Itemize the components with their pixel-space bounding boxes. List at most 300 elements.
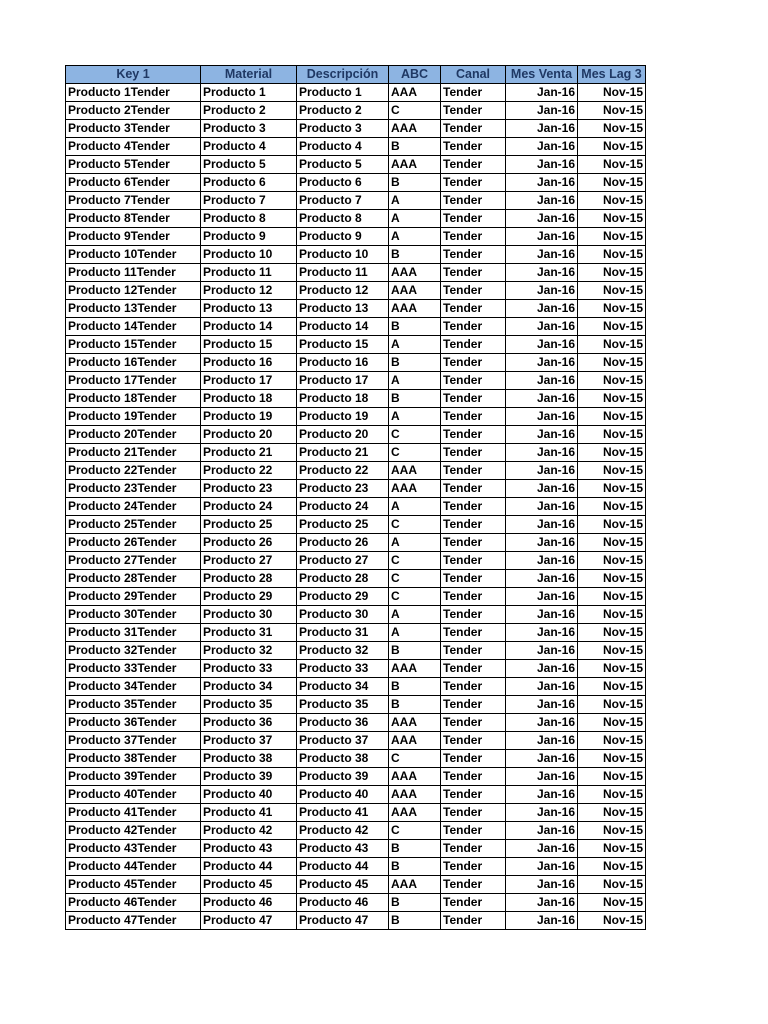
- cell-canal[interactable]: Tender: [441, 174, 506, 192]
- cell-mes-venta[interactable]: Jan-16: [506, 642, 578, 660]
- cell-material[interactable]: Producto 1: [201, 84, 297, 102]
- header-key1[interactable]: Key 1: [66, 66, 201, 84]
- cell-key1[interactable]: Producto 23Tender: [66, 480, 201, 498]
- cell-key1[interactable]: Producto 47Tender: [66, 912, 201, 930]
- cell-mes-lag-3[interactable]: Nov-15: [578, 786, 646, 804]
- cell-mes-lag-3[interactable]: Nov-15: [578, 228, 646, 246]
- cell-abc[interactable]: AAA: [389, 804, 441, 822]
- cell-canal[interactable]: Tender: [441, 264, 506, 282]
- cell-mes-lag-3[interactable]: Nov-15: [578, 102, 646, 120]
- cell-canal[interactable]: Tender: [441, 408, 506, 426]
- cell-key1[interactable]: Producto 38Tender: [66, 750, 201, 768]
- cell-mes-lag-3[interactable]: Nov-15: [578, 894, 646, 912]
- cell-abc[interactable]: A: [389, 228, 441, 246]
- cell-mes-venta[interactable]: Jan-16: [506, 282, 578, 300]
- cell-mes-lag-3[interactable]: Nov-15: [578, 696, 646, 714]
- cell-mes-lag-3[interactable]: Nov-15: [578, 714, 646, 732]
- cell-material[interactable]: Producto 35: [201, 696, 297, 714]
- cell-canal[interactable]: Tender: [441, 498, 506, 516]
- cell-descripcion[interactable]: Producto 21: [297, 444, 389, 462]
- cell-abc[interactable]: AAA: [389, 156, 441, 174]
- cell-key1[interactable]: Producto 24Tender: [66, 498, 201, 516]
- cell-mes-venta[interactable]: Jan-16: [506, 696, 578, 714]
- cell-material[interactable]: Producto 19: [201, 408, 297, 426]
- cell-key1[interactable]: Producto 34Tender: [66, 678, 201, 696]
- cell-descripcion[interactable]: Producto 38: [297, 750, 389, 768]
- cell-canal[interactable]: Tender: [441, 300, 506, 318]
- cell-abc[interactable]: A: [389, 534, 441, 552]
- cell-canal[interactable]: Tender: [441, 804, 506, 822]
- cell-mes-lag-3[interactable]: Nov-15: [578, 678, 646, 696]
- cell-descripcion[interactable]: Producto 43: [297, 840, 389, 858]
- cell-descripcion[interactable]: Producto 13: [297, 300, 389, 318]
- cell-abc[interactable]: B: [389, 912, 441, 930]
- cell-abc[interactable]: AAA: [389, 480, 441, 498]
- cell-abc[interactable]: C: [389, 102, 441, 120]
- cell-key1[interactable]: Producto 14Tender: [66, 318, 201, 336]
- cell-descripcion[interactable]: Producto 2: [297, 102, 389, 120]
- cell-material[interactable]: Producto 21: [201, 444, 297, 462]
- cell-mes-lag-3[interactable]: Nov-15: [578, 336, 646, 354]
- cell-canal[interactable]: Tender: [441, 246, 506, 264]
- cell-mes-lag-3[interactable]: Nov-15: [578, 804, 646, 822]
- cell-descripcion[interactable]: Producto 22: [297, 462, 389, 480]
- cell-descripcion[interactable]: Producto 15: [297, 336, 389, 354]
- cell-key1[interactable]: Producto 1Tender: [66, 84, 201, 102]
- cell-mes-lag-3[interactable]: Nov-15: [578, 426, 646, 444]
- cell-abc[interactable]: B: [389, 354, 441, 372]
- cell-mes-lag-3[interactable]: Nov-15: [578, 858, 646, 876]
- cell-mes-venta[interactable]: Jan-16: [506, 822, 578, 840]
- cell-descripcion[interactable]: Producto 11: [297, 264, 389, 282]
- cell-key1[interactable]: Producto 25Tender: [66, 516, 201, 534]
- cell-canal[interactable]: Tender: [441, 840, 506, 858]
- cell-mes-lag-3[interactable]: Nov-15: [578, 354, 646, 372]
- cell-mes-venta[interactable]: Jan-16: [506, 480, 578, 498]
- cell-abc[interactable]: AAA: [389, 660, 441, 678]
- cell-material[interactable]: Producto 24: [201, 498, 297, 516]
- cell-material[interactable]: Producto 29: [201, 588, 297, 606]
- cell-descripcion[interactable]: Producto 46: [297, 894, 389, 912]
- cell-mes-lag-3[interactable]: Nov-15: [578, 642, 646, 660]
- cell-material[interactable]: Producto 20: [201, 426, 297, 444]
- cell-key1[interactable]: Producto 43Tender: [66, 840, 201, 858]
- cell-mes-lag-3[interactable]: Nov-15: [578, 552, 646, 570]
- cell-material[interactable]: Producto 46: [201, 894, 297, 912]
- cell-key1[interactable]: Producto 16Tender: [66, 354, 201, 372]
- cell-material[interactable]: Producto 5: [201, 156, 297, 174]
- cell-descripcion[interactable]: Producto 33: [297, 660, 389, 678]
- cell-abc[interactable]: B: [389, 642, 441, 660]
- cell-mes-lag-3[interactable]: Nov-15: [578, 174, 646, 192]
- cell-abc[interactable]: C: [389, 552, 441, 570]
- cell-key1[interactable]: Producto 37Tender: [66, 732, 201, 750]
- cell-mes-venta[interactable]: Jan-16: [506, 120, 578, 138]
- cell-abc[interactable]: AAA: [389, 282, 441, 300]
- cell-mes-venta[interactable]: Jan-16: [506, 912, 578, 930]
- cell-canal[interactable]: Tender: [441, 732, 506, 750]
- cell-mes-venta[interactable]: Jan-16: [506, 498, 578, 516]
- cell-key1[interactable]: Producto 42Tender: [66, 822, 201, 840]
- cell-abc[interactable]: C: [389, 588, 441, 606]
- cell-mes-lag-3[interactable]: Nov-15: [578, 480, 646, 498]
- header-mes-venta[interactable]: Mes Venta: [506, 66, 578, 84]
- cell-descripcion[interactable]: Producto 40: [297, 786, 389, 804]
- cell-material[interactable]: Producto 17: [201, 372, 297, 390]
- cell-abc[interactable]: C: [389, 516, 441, 534]
- cell-abc[interactable]: A: [389, 210, 441, 228]
- cell-key1[interactable]: Producto 44Tender: [66, 858, 201, 876]
- cell-key1[interactable]: Producto 32Tender: [66, 642, 201, 660]
- cell-descripcion[interactable]: Producto 25: [297, 516, 389, 534]
- cell-mes-lag-3[interactable]: Nov-15: [578, 408, 646, 426]
- cell-key1[interactable]: Producto 30Tender: [66, 606, 201, 624]
- cell-descripcion[interactable]: Producto 34: [297, 678, 389, 696]
- cell-abc[interactable]: B: [389, 678, 441, 696]
- cell-key1[interactable]: Producto 33Tender: [66, 660, 201, 678]
- cell-key1[interactable]: Producto 3Tender: [66, 120, 201, 138]
- cell-descripcion[interactable]: Producto 29: [297, 588, 389, 606]
- cell-material[interactable]: Producto 30: [201, 606, 297, 624]
- cell-material[interactable]: Producto 28: [201, 570, 297, 588]
- cell-key1[interactable]: Producto 36Tender: [66, 714, 201, 732]
- cell-mes-venta[interactable]: Jan-16: [506, 210, 578, 228]
- cell-mes-lag-3[interactable]: Nov-15: [578, 444, 646, 462]
- cell-material[interactable]: Producto 32: [201, 642, 297, 660]
- cell-canal[interactable]: Tender: [441, 534, 506, 552]
- cell-canal[interactable]: Tender: [441, 894, 506, 912]
- cell-mes-venta[interactable]: Jan-16: [506, 354, 578, 372]
- cell-mes-venta[interactable]: Jan-16: [506, 804, 578, 822]
- cell-canal[interactable]: Tender: [441, 912, 506, 930]
- cell-material[interactable]: Producto 8: [201, 210, 297, 228]
- cell-mes-venta[interactable]: Jan-16: [506, 516, 578, 534]
- cell-descripcion[interactable]: Producto 1: [297, 84, 389, 102]
- cell-key1[interactable]: Producto 21Tender: [66, 444, 201, 462]
- cell-material[interactable]: Producto 22: [201, 462, 297, 480]
- cell-mes-lag-3[interactable]: Nov-15: [578, 624, 646, 642]
- cell-key1[interactable]: Producto 46Tender: [66, 894, 201, 912]
- cell-mes-venta[interactable]: Jan-16: [506, 138, 578, 156]
- cell-mes-venta[interactable]: Jan-16: [506, 786, 578, 804]
- cell-mes-venta[interactable]: Jan-16: [506, 102, 578, 120]
- cell-material[interactable]: Producto 16: [201, 354, 297, 372]
- cell-descripcion[interactable]: Producto 17: [297, 372, 389, 390]
- cell-mes-venta[interactable]: Jan-16: [506, 714, 578, 732]
- cell-descripcion[interactable]: Producto 12: [297, 282, 389, 300]
- cell-abc[interactable]: C: [389, 750, 441, 768]
- cell-descripcion[interactable]: Producto 10: [297, 246, 389, 264]
- cell-material[interactable]: Producto 33: [201, 660, 297, 678]
- cell-abc[interactable]: A: [389, 192, 441, 210]
- cell-canal[interactable]: Tender: [441, 228, 506, 246]
- cell-material[interactable]: Producto 13: [201, 300, 297, 318]
- cell-material[interactable]: Producto 12: [201, 282, 297, 300]
- cell-descripcion[interactable]: Producto 9: [297, 228, 389, 246]
- cell-material[interactable]: Producto 2: [201, 102, 297, 120]
- cell-key1[interactable]: Producto 40Tender: [66, 786, 201, 804]
- cell-key1[interactable]: Producto 9Tender: [66, 228, 201, 246]
- cell-mes-lag-3[interactable]: Nov-15: [578, 912, 646, 930]
- cell-mes-venta[interactable]: Jan-16: [506, 264, 578, 282]
- cell-mes-lag-3[interactable]: Nov-15: [578, 750, 646, 768]
- cell-descripcion[interactable]: Producto 5: [297, 156, 389, 174]
- cell-descripcion[interactable]: Producto 31: [297, 624, 389, 642]
- cell-mes-venta[interactable]: Jan-16: [506, 876, 578, 894]
- cell-abc[interactable]: C: [389, 570, 441, 588]
- cell-descripcion[interactable]: Producto 8: [297, 210, 389, 228]
- cell-mes-venta[interactable]: Jan-16: [506, 840, 578, 858]
- header-descripcion[interactable]: Descripción: [297, 66, 389, 84]
- cell-mes-venta[interactable]: Jan-16: [506, 336, 578, 354]
- cell-abc[interactable]: A: [389, 408, 441, 426]
- cell-key1[interactable]: Producto 19Tender: [66, 408, 201, 426]
- cell-abc[interactable]: C: [389, 426, 441, 444]
- cell-mes-venta[interactable]: Jan-16: [506, 228, 578, 246]
- cell-descripcion[interactable]: Producto 39: [297, 768, 389, 786]
- cell-key1[interactable]: Producto 27Tender: [66, 552, 201, 570]
- cell-canal[interactable]: Tender: [441, 822, 506, 840]
- cell-canal[interactable]: Tender: [441, 768, 506, 786]
- cell-canal[interactable]: Tender: [441, 102, 506, 120]
- cell-canal[interactable]: Tender: [441, 120, 506, 138]
- header-canal[interactable]: Canal: [441, 66, 506, 84]
- cell-descripcion[interactable]: Producto 30: [297, 606, 389, 624]
- cell-mes-venta[interactable]: Jan-16: [506, 894, 578, 912]
- cell-canal[interactable]: Tender: [441, 462, 506, 480]
- cell-material[interactable]: Producto 34: [201, 678, 297, 696]
- cell-descripcion[interactable]: Producto 19: [297, 408, 389, 426]
- cell-key1[interactable]: Producto 31Tender: [66, 624, 201, 642]
- cell-material[interactable]: Producto 31: [201, 624, 297, 642]
- cell-abc[interactable]: AAA: [389, 876, 441, 894]
- cell-mes-lag-3[interactable]: Nov-15: [578, 606, 646, 624]
- cell-material[interactable]: Producto 18: [201, 390, 297, 408]
- cell-descripcion[interactable]: Producto 36: [297, 714, 389, 732]
- cell-canal[interactable]: Tender: [441, 678, 506, 696]
- cell-mes-venta[interactable]: Jan-16: [506, 678, 578, 696]
- cell-key1[interactable]: Producto 6Tender: [66, 174, 201, 192]
- cell-abc[interactable]: A: [389, 624, 441, 642]
- cell-mes-venta[interactable]: Jan-16: [506, 534, 578, 552]
- cell-mes-lag-3[interactable]: Nov-15: [578, 282, 646, 300]
- cell-canal[interactable]: Tender: [441, 480, 506, 498]
- cell-material[interactable]: Producto 3: [201, 120, 297, 138]
- cell-mes-lag-3[interactable]: Nov-15: [578, 192, 646, 210]
- cell-canal[interactable]: Tender: [441, 426, 506, 444]
- cell-mes-venta[interactable]: Jan-16: [506, 570, 578, 588]
- cell-mes-venta[interactable]: Jan-16: [506, 462, 578, 480]
- cell-abc[interactable]: AAA: [389, 264, 441, 282]
- cell-descripcion[interactable]: Producto 37: [297, 732, 389, 750]
- cell-mes-lag-3[interactable]: Nov-15: [578, 516, 646, 534]
- header-abc[interactable]: ABC: [389, 66, 441, 84]
- cell-mes-lag-3[interactable]: Nov-15: [578, 732, 646, 750]
- cell-abc[interactable]: B: [389, 246, 441, 264]
- cell-mes-venta[interactable]: Jan-16: [506, 858, 578, 876]
- cell-material[interactable]: Producto 39: [201, 768, 297, 786]
- cell-descripcion[interactable]: Producto 41: [297, 804, 389, 822]
- cell-key1[interactable]: Producto 12Tender: [66, 282, 201, 300]
- cell-mes-venta[interactable]: Jan-16: [506, 606, 578, 624]
- cell-canal[interactable]: Tender: [441, 390, 506, 408]
- cell-key1[interactable]: Producto 35Tender: [66, 696, 201, 714]
- cell-canal[interactable]: Tender: [441, 516, 506, 534]
- cell-abc[interactable]: AAA: [389, 714, 441, 732]
- cell-abc[interactable]: AAA: [389, 84, 441, 102]
- cell-mes-lag-3[interactable]: Nov-15: [578, 246, 646, 264]
- cell-mes-lag-3[interactable]: Nov-15: [578, 660, 646, 678]
- cell-material[interactable]: Producto 26: [201, 534, 297, 552]
- cell-material[interactable]: Producto 41: [201, 804, 297, 822]
- cell-canal[interactable]: Tender: [441, 750, 506, 768]
- cell-canal[interactable]: Tender: [441, 570, 506, 588]
- cell-mes-lag-3[interactable]: Nov-15: [578, 210, 646, 228]
- cell-key1[interactable]: Producto 26Tender: [66, 534, 201, 552]
- cell-mes-venta[interactable]: Jan-16: [506, 444, 578, 462]
- cell-canal[interactable]: Tender: [441, 624, 506, 642]
- cell-material[interactable]: Producto 11: [201, 264, 297, 282]
- cell-abc[interactable]: B: [389, 138, 441, 156]
- cell-abc[interactable]: B: [389, 318, 441, 336]
- cell-mes-venta[interactable]: Jan-16: [506, 732, 578, 750]
- cell-mes-venta[interactable]: Jan-16: [506, 768, 578, 786]
- cell-descripcion[interactable]: Producto 23: [297, 480, 389, 498]
- cell-canal[interactable]: Tender: [441, 372, 506, 390]
- cell-canal[interactable]: Tender: [441, 444, 506, 462]
- cell-abc[interactable]: B: [389, 696, 441, 714]
- cell-key1[interactable]: Producto 11Tender: [66, 264, 201, 282]
- cell-material[interactable]: Producto 36: [201, 714, 297, 732]
- cell-canal[interactable]: Tender: [441, 606, 506, 624]
- cell-descripcion[interactable]: Producto 16: [297, 354, 389, 372]
- cell-mes-lag-3[interactable]: Nov-15: [578, 840, 646, 858]
- cell-material[interactable]: Producto 7: [201, 192, 297, 210]
- cell-descripcion[interactable]: Producto 3: [297, 120, 389, 138]
- cell-key1[interactable]: Producto 28Tender: [66, 570, 201, 588]
- cell-descripcion[interactable]: Producto 42: [297, 822, 389, 840]
- cell-mes-lag-3[interactable]: Nov-15: [578, 156, 646, 174]
- cell-material[interactable]: Producto 42: [201, 822, 297, 840]
- cell-mes-venta[interactable]: Jan-16: [506, 660, 578, 678]
- cell-mes-venta[interactable]: Jan-16: [506, 552, 578, 570]
- cell-mes-venta[interactable]: Jan-16: [506, 426, 578, 444]
- cell-mes-venta[interactable]: Jan-16: [506, 408, 578, 426]
- cell-abc[interactable]: B: [389, 894, 441, 912]
- cell-key1[interactable]: Producto 17Tender: [66, 372, 201, 390]
- cell-key1[interactable]: Producto 22Tender: [66, 462, 201, 480]
- cell-abc[interactable]: AAA: [389, 732, 441, 750]
- cell-descripcion[interactable]: Producto 44: [297, 858, 389, 876]
- header-mes-lag-3[interactable]: Mes Lag 3: [578, 66, 646, 84]
- cell-mes-lag-3[interactable]: Nov-15: [578, 120, 646, 138]
- cell-mes-lag-3[interactable]: Nov-15: [578, 318, 646, 336]
- cell-mes-venta[interactable]: Jan-16: [506, 174, 578, 192]
- cell-canal[interactable]: Tender: [441, 138, 506, 156]
- cell-key1[interactable]: Producto 2Tender: [66, 102, 201, 120]
- cell-mes-venta[interactable]: Jan-16: [506, 156, 578, 174]
- cell-material[interactable]: Producto 9: [201, 228, 297, 246]
- cell-abc[interactable]: AAA: [389, 300, 441, 318]
- cell-mes-venta[interactable]: Jan-16: [506, 588, 578, 606]
- cell-mes-lag-3[interactable]: Nov-15: [578, 390, 646, 408]
- cell-mes-lag-3[interactable]: Nov-15: [578, 138, 646, 156]
- cell-descripcion[interactable]: Producto 4: [297, 138, 389, 156]
- cell-descripcion[interactable]: Producto 35: [297, 696, 389, 714]
- cell-mes-venta[interactable]: Jan-16: [506, 372, 578, 390]
- cell-material[interactable]: Producto 38: [201, 750, 297, 768]
- cell-descripcion[interactable]: Producto 7: [297, 192, 389, 210]
- cell-key1[interactable]: Producto 5Tender: [66, 156, 201, 174]
- cell-mes-lag-3[interactable]: Nov-15: [578, 768, 646, 786]
- cell-material[interactable]: Producto 40: [201, 786, 297, 804]
- cell-canal[interactable]: Tender: [441, 786, 506, 804]
- header-material[interactable]: Material: [201, 66, 297, 84]
- cell-mes-venta[interactable]: Jan-16: [506, 300, 578, 318]
- cell-abc[interactable]: B: [389, 840, 441, 858]
- cell-mes-lag-3[interactable]: Nov-15: [578, 498, 646, 516]
- cell-abc[interactable]: B: [389, 390, 441, 408]
- cell-key1[interactable]: Producto 7Tender: [66, 192, 201, 210]
- cell-mes-lag-3[interactable]: Nov-15: [578, 588, 646, 606]
- cell-canal[interactable]: Tender: [441, 858, 506, 876]
- cell-mes-lag-3[interactable]: Nov-15: [578, 570, 646, 588]
- cell-mes-lag-3[interactable]: Nov-15: [578, 300, 646, 318]
- cell-material[interactable]: Producto 10: [201, 246, 297, 264]
- cell-key1[interactable]: Producto 13Tender: [66, 300, 201, 318]
- cell-canal[interactable]: Tender: [441, 876, 506, 894]
- cell-descripcion[interactable]: Producto 32: [297, 642, 389, 660]
- cell-abc[interactable]: B: [389, 174, 441, 192]
- cell-material[interactable]: Producto 47: [201, 912, 297, 930]
- cell-mes-lag-3[interactable]: Nov-15: [578, 84, 646, 102]
- cell-key1[interactable]: Producto 20Tender: [66, 426, 201, 444]
- cell-canal[interactable]: Tender: [441, 318, 506, 336]
- cell-abc[interactable]: B: [389, 858, 441, 876]
- cell-material[interactable]: Producto 14: [201, 318, 297, 336]
- cell-key1[interactable]: Producto 45Tender: [66, 876, 201, 894]
- cell-mes-lag-3[interactable]: Nov-15: [578, 534, 646, 552]
- cell-canal[interactable]: Tender: [441, 552, 506, 570]
- cell-canal[interactable]: Tender: [441, 192, 506, 210]
- cell-mes-venta[interactable]: Jan-16: [506, 390, 578, 408]
- cell-descripcion[interactable]: Producto 28: [297, 570, 389, 588]
- cell-descripcion[interactable]: Producto 20: [297, 426, 389, 444]
- cell-material[interactable]: Producto 27: [201, 552, 297, 570]
- cell-canal[interactable]: Tender: [441, 696, 506, 714]
- cell-material[interactable]: Producto 4: [201, 138, 297, 156]
- cell-key1[interactable]: Producto 41Tender: [66, 804, 201, 822]
- cell-mes-venta[interactable]: Jan-16: [506, 750, 578, 768]
- cell-material[interactable]: Producto 37: [201, 732, 297, 750]
- cell-mes-lag-3[interactable]: Nov-15: [578, 372, 646, 390]
- cell-abc[interactable]: AAA: [389, 462, 441, 480]
- cell-mes-venta[interactable]: Jan-16: [506, 318, 578, 336]
- cell-key1[interactable]: Producto 10Tender: [66, 246, 201, 264]
- cell-material[interactable]: Producto 44: [201, 858, 297, 876]
- cell-material[interactable]: Producto 45: [201, 876, 297, 894]
- cell-descripcion[interactable]: Producto 18: [297, 390, 389, 408]
- cell-canal[interactable]: Tender: [441, 282, 506, 300]
- cell-canal[interactable]: Tender: [441, 354, 506, 372]
- cell-mes-lag-3[interactable]: Nov-15: [578, 876, 646, 894]
- cell-key1[interactable]: Producto 29Tender: [66, 588, 201, 606]
- cell-canal[interactable]: Tender: [441, 660, 506, 678]
- cell-material[interactable]: Producto 25: [201, 516, 297, 534]
- cell-material[interactable]: Producto 15: [201, 336, 297, 354]
- cell-key1[interactable]: Producto 18Tender: [66, 390, 201, 408]
- cell-material[interactable]: Producto 6: [201, 174, 297, 192]
